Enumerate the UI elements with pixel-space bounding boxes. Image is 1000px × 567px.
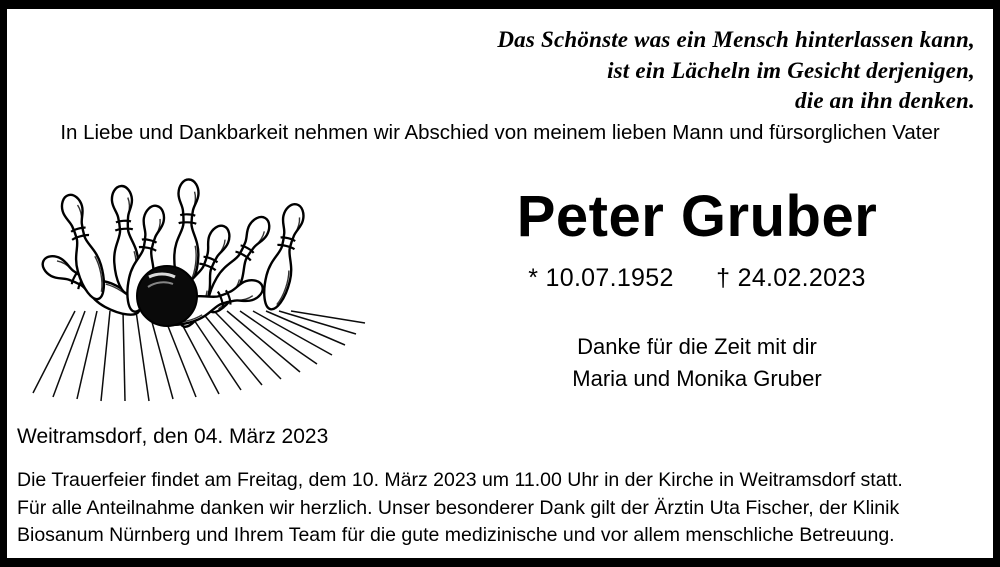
verse-line-2: ist ein Lächeln im Gesicht derjenigen,: [607, 57, 975, 83]
death-date: 24.02.2023: [737, 263, 866, 292]
verse-line-1: Das Schönste was ein Mensch hinterlassen kann,: [497, 27, 975, 52]
cross-symbol-icon: †: [716, 263, 731, 292]
funeral-details-line-2: Für alle Anteilnahme danken wir herzlich. Unser besonderer Dank gilt der Ärztin Uta Fischer, der Klinik: [17, 496, 900, 519]
birth-symbol-icon: *: [528, 263, 539, 292]
verse-line-3: die an ihn denken.: [795, 88, 975, 114]
funeral-details: [17, 467, 983, 550]
place-and-date: Weitramsdorf, den 04. März 2023: [17, 425, 329, 448]
life-dates: [407, 264, 987, 293]
notice-inner: [7, 9, 993, 558]
name-block: [407, 184, 987, 395]
intro-text: In Liebe und Dankbarkeit nehmen wir Abschied von meinem lieben Mann und fürsorglichen Vater: [60, 121, 940, 144]
deceased-name: Peter Gruber: [516, 184, 878, 249]
bowling-pins-and-ball-icon: [15, 161, 395, 411]
birth-date: 10.07.1952: [545, 263, 674, 292]
family-names: Maria und Monika Gruber: [572, 365, 822, 391]
memorial-verse: [335, 25, 975, 117]
funeral-details-line-3: Biosanum Nürnberg und Ihrem Team für die gute medizinische und vor allem menschliche Betreuung.: [17, 524, 895, 547]
funeral-details-line-1: Die Trauerfeier findet am Freitag, dem 10. März 2023 um 11.00 Uhr in der Kirche in Weitramsdorf statt.: [17, 469, 903, 491]
thanks-line: Danke für die Zeit mit dir: [577, 333, 817, 359]
